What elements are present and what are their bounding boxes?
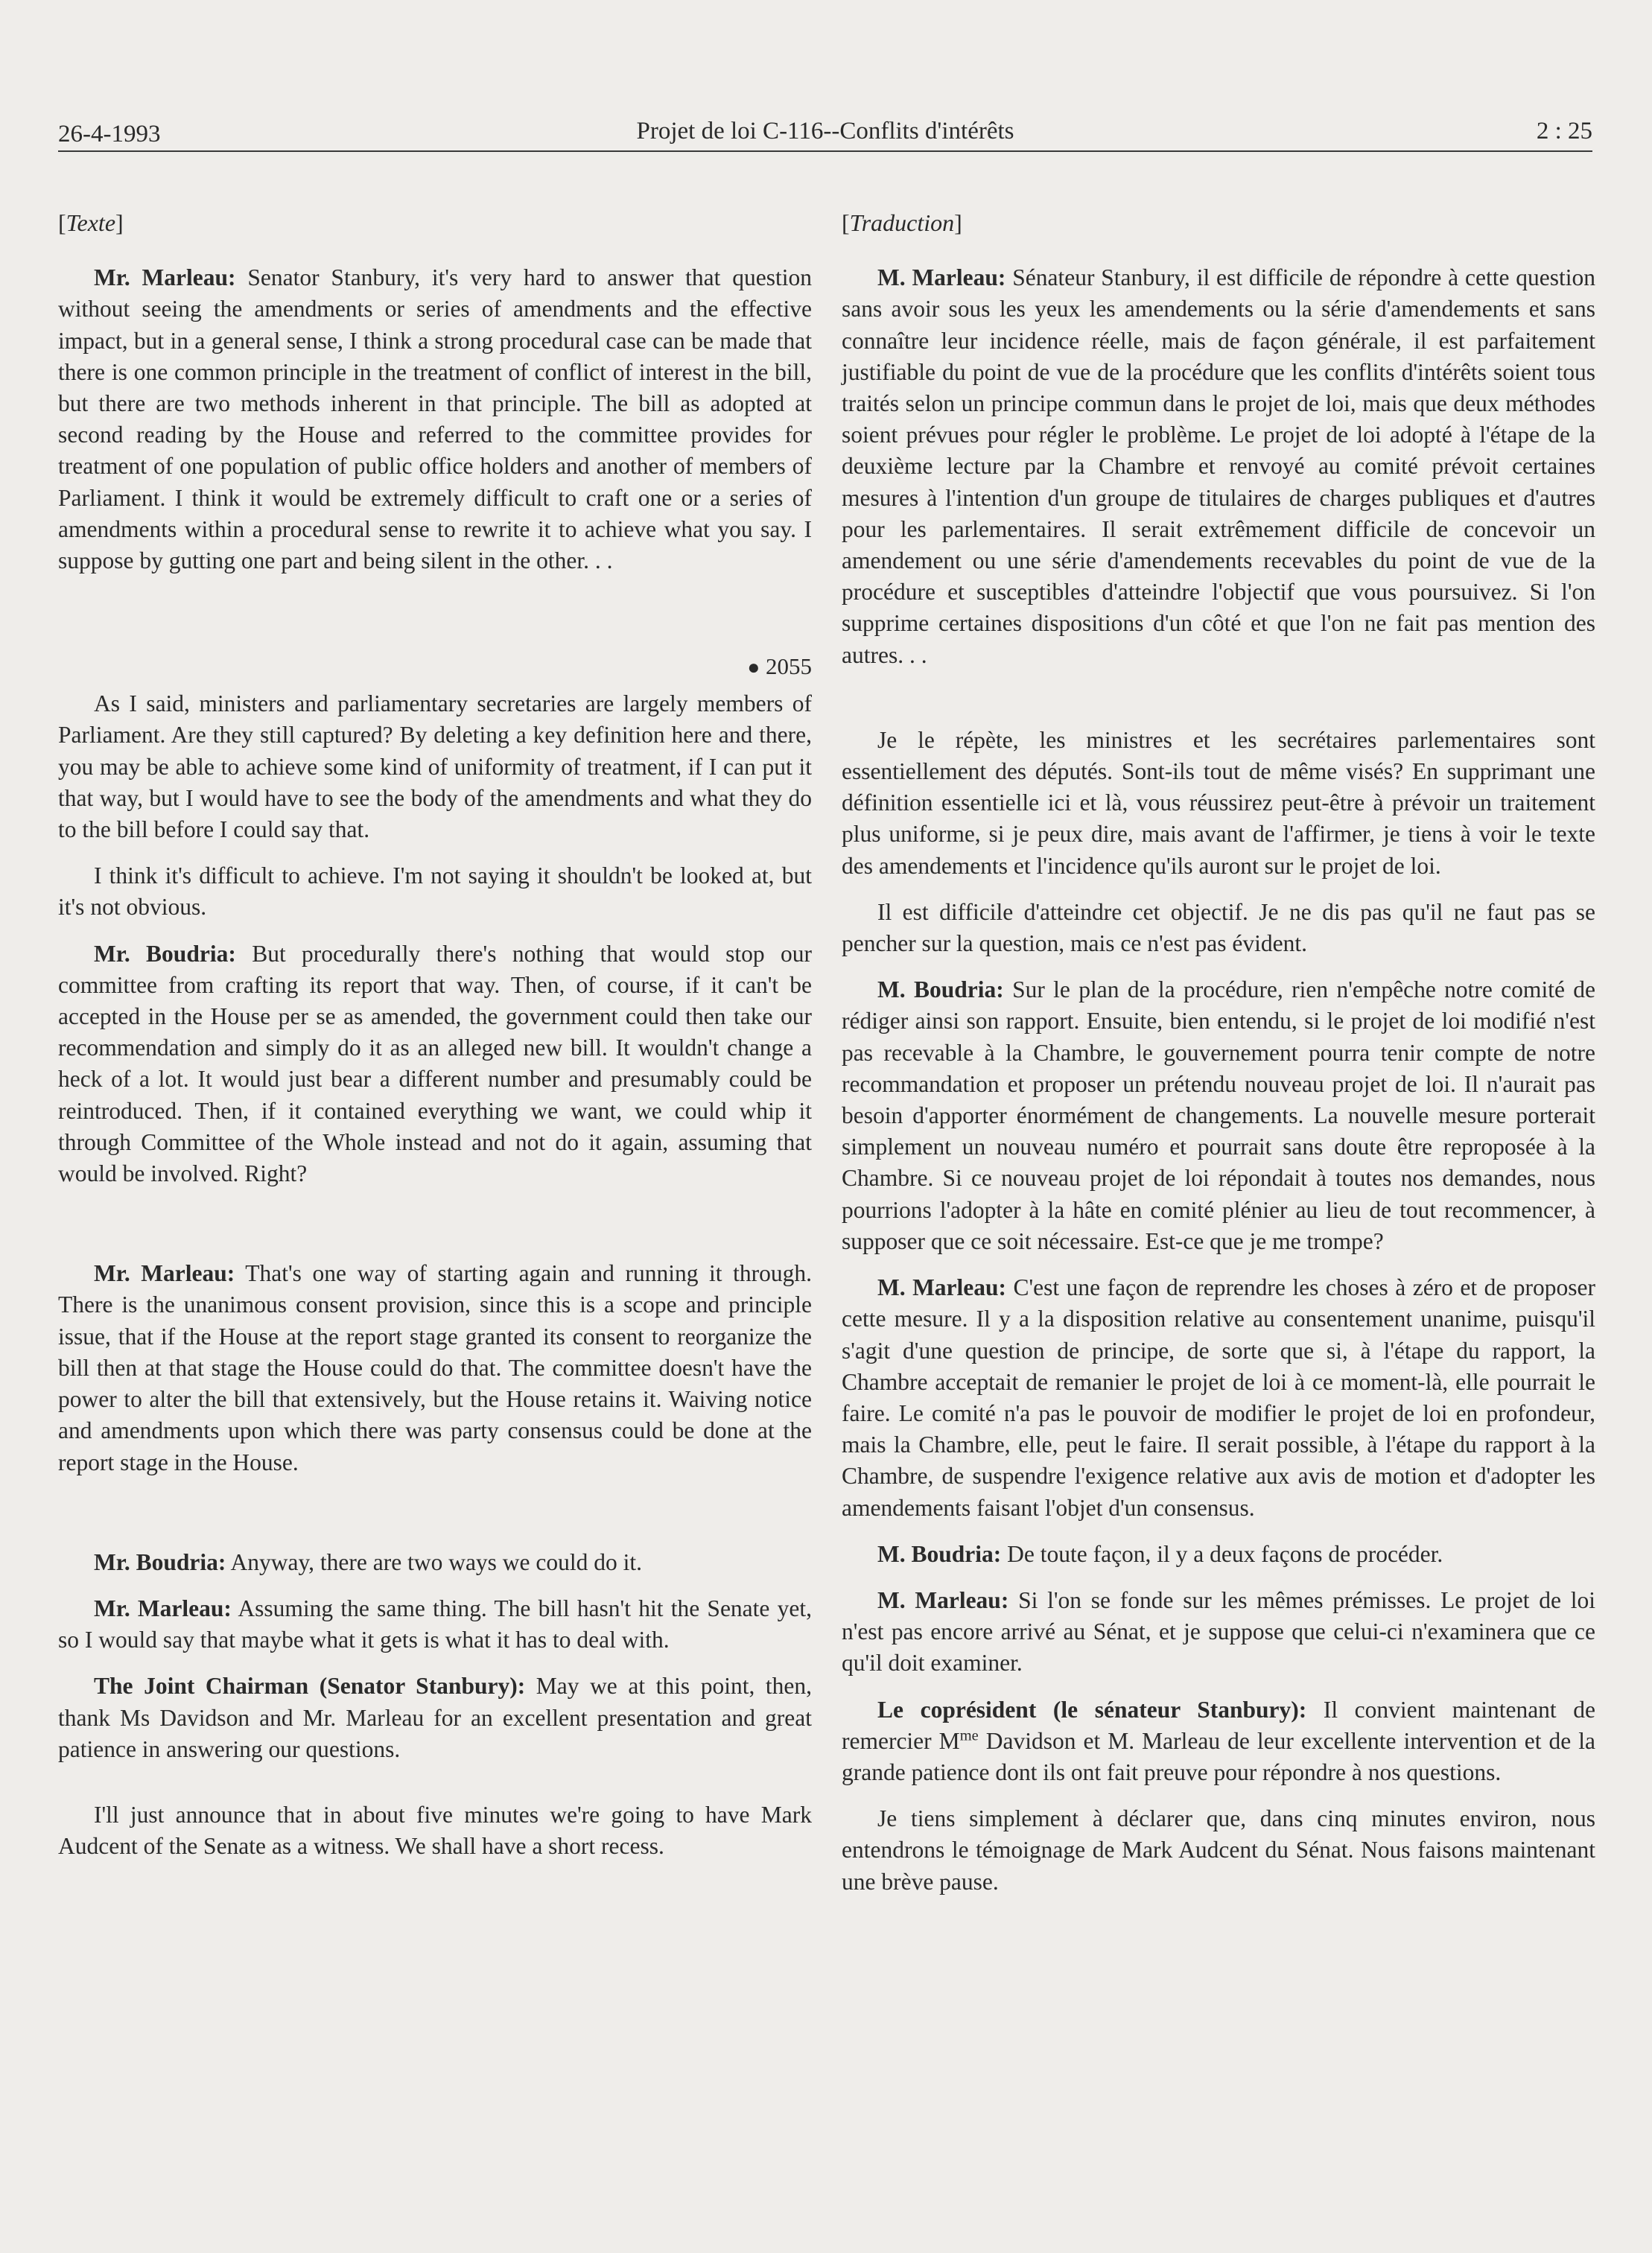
- paragraph-text: Assuming the same thing. The bill hasn't hit the Senate yet, so I would say that maybe what it gets is what it has to deal with.: [58, 1595, 812, 1653]
- paragraph: [58, 1258, 812, 1478]
- paragraph: [842, 262, 1595, 671]
- paragraph: [58, 860, 812, 923]
- paragraph: [58, 1671, 812, 1765]
- speaker-name: Mr. Boudria:: [94, 940, 236, 967]
- paragraph-text: Senator Stanbury, it's very hard to answer that question without seeing the amendments or series of amendments and the effective impact, but in a general sense, I think a strong procedural case can be made that there is one common principle in the treatment of conflict of interest in the bill, but there are two methods inherent in that principle. The bill as adopted at second reading by the House and referred to the committee provides for treatment of one population of public office holders and another of members of Parliament. I think it would be extremely difficult to craft one or a series of amendments within a procedural sense to rewrite it to achieve what you say. I suppose by gutting one part and being silent in the other. . .: [58, 264, 812, 574]
- running-header: [58, 112, 1592, 152]
- paragraph-text: Il est difficile d'atteindre cet objectif. Je ne dis pas qu'il ne faut pas se pencher sur la question, mais ce n'est pas évident.: [842, 898, 1595, 957]
- paragraph: [842, 897, 1595, 959]
- paragraph: [58, 1547, 812, 1578]
- paragraph: [58, 262, 812, 576]
- paragraph-text: May we at this point, then, thank Ms Davidson and Mr. Marleau for an excellent presentation and great patience in answering our questions.: [58, 1673, 813, 1762]
- paragraph: [58, 938, 812, 1190]
- paragraph: [842, 1803, 1595, 1898]
- english-column: [58, 207, 812, 1877]
- paragraph-text: As I said, ministers and parliamentary secretaries are largely members of Parliament. Are they still captured? By deleting a key definition here and there, you may be able to achieve some kind of uniformity of treatment, if I can put it that way, but I would have to see the body of the amendments and what they do to the bill before I could say that.: [58, 690, 812, 843]
- speaker-name: Mr. Marleau:: [94, 264, 236, 291]
- paragraph-text: Sur le plan de la procédure, rien n'empêche notre comité de rédiger ainsi son rapport. Ensuite, bien entendu, si le projet de loi modifié n'est pas recevable à la Chambre, le gouvernement pourra tenir compte de notre recommandation et proposer un prétendu nouveau projet de loi. Il n'aurait pas besoin d'apporter énormément de changements. La nouvelle mesure porterait simplement un nouveau numéro et pourrait sans doute être reproposée à la Chambre. Si ce nouveau projet de loi répondait à toutes nos demandes, nous pourrions l'adopter à la hâte en comité plénier au lieu de tout recommencer, à supposer que ce soit nécessaire. Est-ce que je me trompe?: [842, 976, 1595, 1254]
- paragraph-text: But procedurally there's nothing that would stop our committee from crafting its report that way. Then, of course, if it can't be accepted in the House per se as amended, the government could then take our recommendation and simply do it as an alleged new bill. It wouldn't change a heck of a lot. It would just bear a different number and presumably could be reintroduced. Then, if it contained everything we want, we could whip it through Committee of the Whole instead and not do it again, assuming that would be involved. Right?: [58, 940, 812, 1187]
- paragraph-text: Je tiens simplement à déclarer que, dans cinq minutes environ, nous entendrons le témoignage de Mark Audcent du Sénat. Nous faisons maintenant une brève pause.: [842, 1805, 1595, 1895]
- speaker-name: M. Boudria:: [877, 1540, 1002, 1567]
- translation-marker: [Traduction]: [842, 209, 962, 236]
- paragraph: [58, 1799, 812, 1862]
- paragraph-text: That's one way of starting again and running it through. There is the unanimous consent provision, since this is a scope and principle issue, that if the House at the report stage granted its consent to reorganize the bill then at that stage the House could do that. The committee doesn't have the power to alter the bill that extensively, but the House retains it. Waiving notice and amendments upon which there was party consensus could be done at the report stage in the House.: [58, 1260, 812, 1475]
- paragraph-text: I think it's difficult to achieve. I'm not saying it shouldn't be looked at, but it's not obvious.: [58, 862, 812, 921]
- speaker-name: M. Marleau:: [877, 1274, 1007, 1301]
- paragraph-text: C'est une façon de reprendre les choses à zéro et de proposer cette mesure. Il y a la disposition relative au consentement unanime, puisqu'il s'agit d'une question de principe, de sorte que si, à l'étape du rapport, la Chambre acceptait de remanier le projet de loi à ce moment-là, elle pourrait le faire. Le comité n'a pas le pouvoir de modifier le projet de loi en profondeur, mais la Chambre, elle, peut le faire. Il serait possible, à l'étape du rapport à la Chambre, de suspendre l'exigence relative aux avis de motion et d'adopter les amendements faisant l'objet d'un consensus.: [842, 1274, 1595, 1521]
- paragraph-text: Je le répète, les ministres et les secrétaires parlementaires sont essentiellement des députés. Sont-ils tout de même visés? En supprimant une définition essentielle ici et là, vous réussirez peut-être à prévoir un traitement plus uniforme, si je peux dire, mais avant de l'affirmer, je tiens à voir le texte des amendements et l'incidence qu'ils auront sur le projet de loi.: [842, 726, 1595, 879]
- text-marker: [Texte]: [58, 209, 124, 236]
- french-column: [842, 207, 1595, 1913]
- paragraph: [842, 1272, 1595, 1524]
- paragraph: [58, 688, 812, 845]
- paragraph-text: I'll just announce that in about five minutes we're going to have Mark Audcent of the Senate as a witness. We shall have a short recess.: [58, 1801, 812, 1860]
- speaker-name: The Joint Chairman (Senator Stanbury):: [94, 1673, 526, 1700]
- speaker-name: Mr. Marleau:: [94, 1260, 235, 1287]
- paragraph: [842, 1539, 1595, 1570]
- paragraph: [58, 1593, 812, 1656]
- speaker-name: Le coprésident (le sénateur Stanbury):: [877, 1696, 1307, 1723]
- header-date: 26-4-1993: [58, 121, 161, 147]
- paragraph-text: Si l'on se fonde sur les mêmes prémisses. Le projet de loi n'est pas encore arrivé au Sénat, et je suppose que celui-ci n'examinera que ce qu'il doit examiner.: [842, 1586, 1596, 1677]
- paragraph: [842, 1585, 1595, 1680]
- paragraph-text: Sénateur Stanbury, il est difficile de répondre à cette question sans avoir sous les yeux les amendements ou la série d'amendements et sans connaître leur incidence réelle, mais de façon générale, il est parfaitement justifiable du point de vue de la procédure que les conflits d'intérêts soient tous traités selon un principe commun dans le projet de loi, mais que deux méthodes soient prévues pour régler le problème. Le projet de loi adopté à l'étape de la deuxième lecture par la Chambre et renvoyé au comité prévoit certaines mesures à l'intention d'un groupe de titulaires de charges publiques et d'autres pour les parlementaires. Il serait extrêmement difficile de concevoir un amendement ou une série d'amendements recevables du point de vue de la procédure et susceptibles d'atteindre l'objectif que vous poursuivez. Si l'on supprime certaines dispositions d'un côté et que l'on ne fait pas mention des autres. . .: [842, 264, 1596, 668]
- speaker-name: M. Marleau:: [877, 264, 1006, 291]
- header-title: Projet de loi C-116--Conflits d'intérêts: [636, 118, 1014, 144]
- time-stamp: ● 2055: [747, 653, 812, 680]
- speaker-name: M. Marleau:: [877, 1586, 1009, 1613]
- speaker-name: Mr. Marleau:: [94, 1595, 232, 1621]
- speaker-name: M. Boudria:: [877, 976, 1004, 1003]
- paragraph: [842, 974, 1595, 1257]
- speaker-name: Mr. Boudria:: [94, 1548, 226, 1575]
- superscript: me: [959, 1727, 979, 1744]
- header-page-number: 2 : 25: [1536, 118, 1592, 144]
- paragraph-text: Anyway, there are two ways we could do it.: [230, 1548, 643, 1575]
- paragraph: [842, 725, 1595, 882]
- paragraph: [842, 1694, 1595, 1789]
- paragraph-text: De toute façon, il y a deux façons de procéder.: [1007, 1540, 1443, 1567]
- paragraph-text: Il convient maintenant de remercier $M^{me}$ Davidson et M. Marleau de leur excellente intervention et de la grande patience dont ils ont fait preuve pour répondre à nos questions.: [842, 1696, 1596, 1785]
